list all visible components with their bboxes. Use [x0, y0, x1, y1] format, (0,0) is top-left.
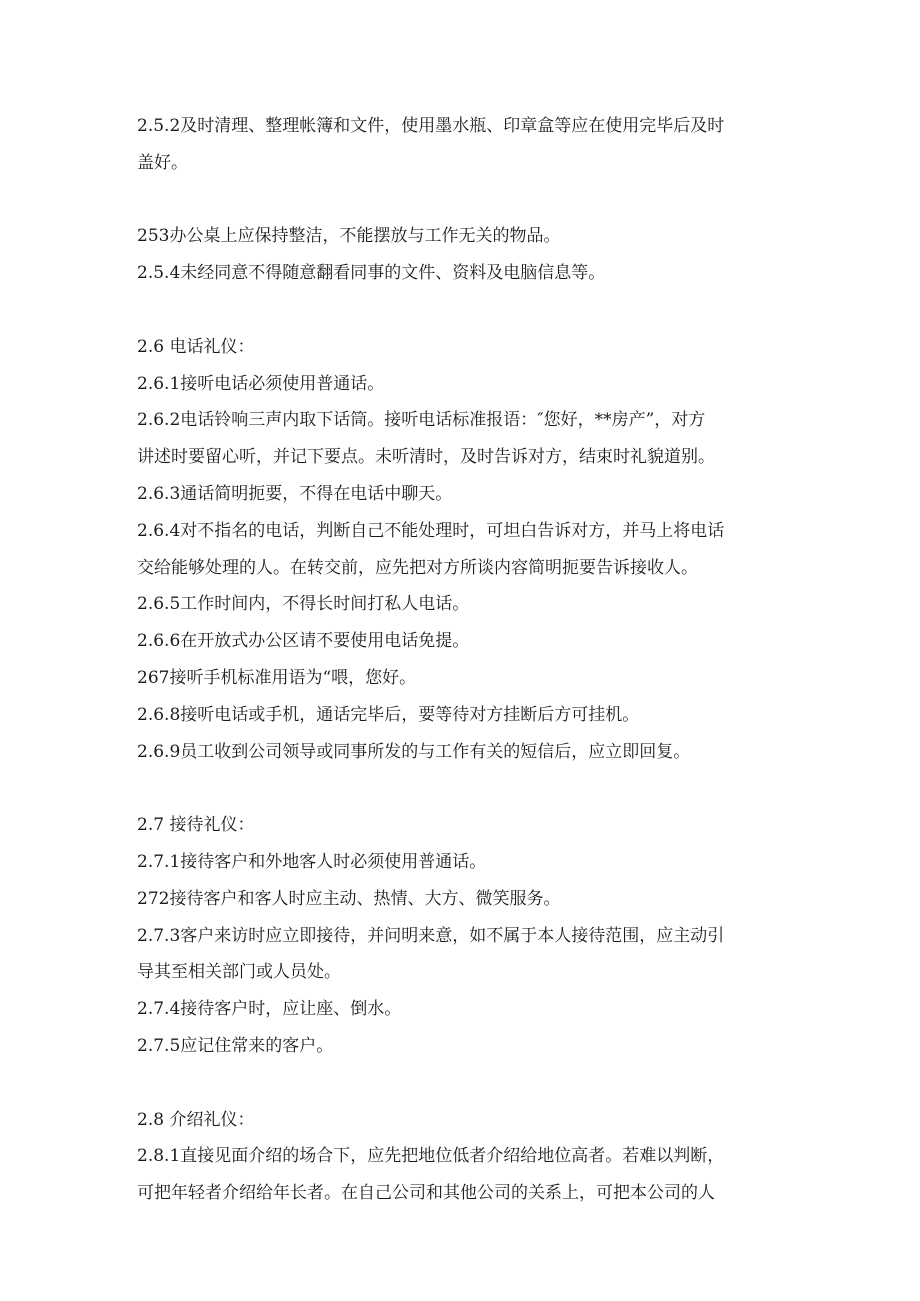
paragraph-2-6-7: 267接听手机标准用语为“喂，您好。 — [137, 667, 417, 688]
paragraph-2-7-3-line-1: 2.7.3客户来访时应立即接待，并问明来意，如不属于本人接待范围，应主动引 — [137, 925, 725, 946]
paragraph-2-8-1-line-2: 可把年轻者介绍给年长者。在自己公司和其他公司的关系上，可把本公司的人 — [137, 1183, 715, 1204]
paragraph-2-5-2-line-2: 盖好。 — [137, 152, 188, 173]
section-heading-2-8: 2.8 介绍礼仪： — [137, 1109, 255, 1130]
paragraph-2-6-8: 2.6.8接听电话或手机，通话完毕后，要等待对方挂断后方可挂机。 — [137, 704, 640, 725]
paragraph-gap — [137, 1065, 797, 1102]
paragraph-2-6-1: 2.6.1接听电话必须使用普通话。 — [137, 373, 385, 394]
paragraph-gap — [137, 770, 797, 807]
paragraph-2-5-2-line-1: 2.5.2及时清理、整理帐簿和文件，使用墨水瓶、印章盒等应在使用完毕后及时 — [137, 116, 725, 136]
paragraph-2-6-6: 2.6.6在开放式办公区请不要使用电话免提。 — [137, 631, 470, 652]
paragraph-2-6-5: 2.6.5工作时间内，不得长时间打私人电话。 — [137, 594, 470, 615]
paragraph-2-7-5: 2.7.5应记住常来的客户。 — [137, 1035, 334, 1056]
paragraph-2-6-9: 2.6.9员工收到公司领导或同事所发的与工作有关的短信后，应立即回复。 — [137, 741, 691, 762]
paragraph-2-7-4: 2.7.4接待客户时，应让座、倒水。 — [137, 999, 402, 1020]
paragraph-2-7-2: 272接待客户和客人时应主动、热情、大方、微笑服务。 — [137, 888, 561, 909]
paragraph-2-6-4-line-1: 2.6.4对不指名的电话，判断自己不能处理时，可坦白告诉对方，并马上将电话 — [137, 520, 725, 541]
document-body — [137, 108, 797, 1212]
section-heading-2-7: 2.7 接待礼仪： — [137, 815, 255, 836]
paragraph-2-7-3-line-2: 导其至相关部门或人员处。 — [137, 962, 341, 983]
paragraph-2-6-4-line-2: 交给能够处理的人。在转交前，应先把对方所谈内容简明扼要告诉接收人。 — [137, 557, 698, 578]
paragraph-2-6-2-line-1: 2.6.2电话铃响三声内取下话筒。接听电话标准报语：″您好，**房产”，对方 — [137, 410, 706, 431]
paragraph-2-5-3: 253办公桌上应保持整洁，不能摆放与工作无关的物品。 — [137, 226, 561, 247]
paragraph-2-5-4: 2.5.4未经同意不得随意翻看同事的文件、资料及电脑信息等。 — [137, 263, 606, 284]
paragraph-2-6-2-line-2: 讲述时要留心听，并记下要点。未听清时，及时告诉对方，结束时礼貌道别。 — [137, 447, 715, 468]
paragraph-2-7-1: 2.7.1接待客户和外地客人时必须使用普通话。 — [137, 851, 487, 872]
paragraph-gap — [137, 292, 797, 329]
paragraph-2-6-3: 2.6.3通话简明扼要，不得在电话中聊天。 — [137, 483, 453, 504]
paragraph-2-8-1-line-1: 2.8.1直接见面介绍的场合下，应先把地位低者介绍给地位高者。若难以判断， — [137, 1146, 725, 1167]
paragraph-gap — [137, 182, 797, 219]
section-heading-2-6: 2.6 电话礼仪： — [137, 336, 255, 357]
